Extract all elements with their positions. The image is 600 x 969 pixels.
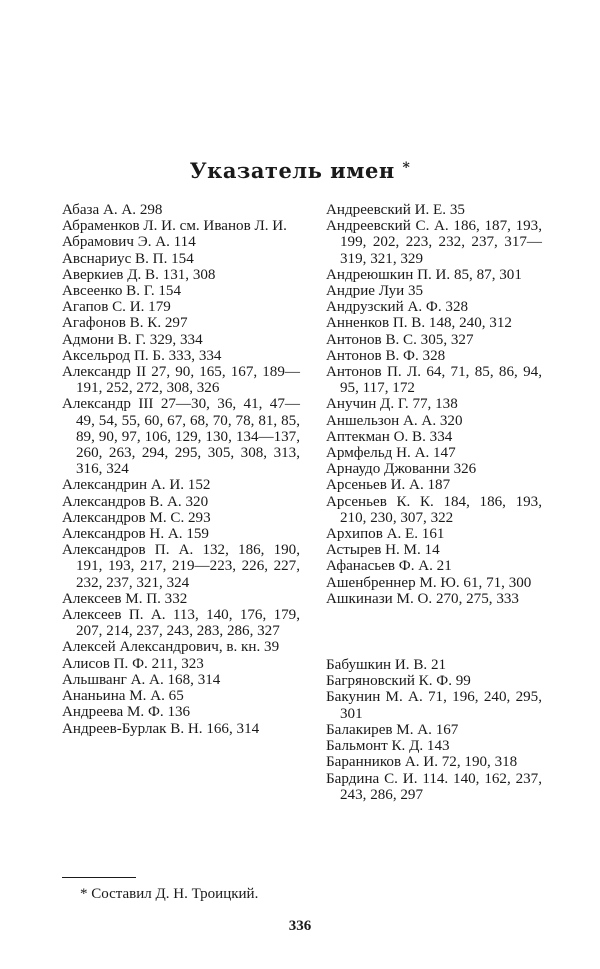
index-entry: Адмони В. Г. 329, 334	[62, 331, 203, 348]
index-entry: Алексеев П. А. 113, 140, 176, 179, 207, 214, 237, 243, 283, 286, 327	[62, 607, 300, 640]
index-entry: Авсеенко В. Г. 154	[62, 283, 182, 300]
index-entry: Бардина С. И. 114. 140, 162, 237, 243, 286, 297	[326, 770, 542, 803]
index-entry: Андреевский И. Е. 35	[326, 202, 465, 218]
index-column-right	[326, 202, 542, 803]
index-entry: Антонов В. Ф. 328	[326, 347, 446, 364]
index-entry: Антонов П. Л. 64, 71, 85, 86, 94, 95, 117, 172	[326, 364, 542, 397]
index-entry: Александр III 27—30, 36, 41, 47—49, 54, 55, 60, 67, 68, 70, 78, 81, 85, 89, 90, 97, 106, 129, 130, 134—137, 260, 263, 294, 295, 305, 308, 313, 316, 324	[62, 396, 300, 478]
index-entry: Балакирев М. А. 167	[326, 721, 459, 738]
index-entry: Багряновский К. Ф. 99	[326, 673, 471, 690]
index-entry: Александров П. А. 132, 186, 190, 191, 193, 217, 219—223, 226, 227, 232, 237, 321, 324	[62, 542, 300, 591]
index-entry: Аверкиев Д. В. 131, 308	[62, 266, 216, 283]
index-entry: Аншельзон А. А. 320	[326, 412, 463, 429]
index-entry: Армфельд Н. А. 147	[326, 445, 456, 462]
page-title	[0, 158, 600, 183]
index-entry: Анучин Д. Г. 77, 138	[326, 396, 458, 413]
index-entry: Ашкинази М. О. 270, 275, 333	[326, 590, 519, 607]
index-entry: Бакунин М. А. 71, 196, 240, 295, 301	[326, 689, 542, 722]
index-entry: Андреюшкин П. И. 85, 87, 301	[326, 266, 522, 283]
index-entry: Арсеньев И. А. 187	[326, 477, 451, 494]
index-entry: Бальмонт К. Д. 143	[326, 738, 450, 755]
index-entry: Александрин А. И. 152	[62, 477, 211, 494]
index-entry: Агафонов В. К. 297	[62, 315, 188, 332]
index-entry: Александров М. С. 293	[62, 509, 211, 526]
index-entry: Александр II 27, 90, 165, 167, 189—191, 252, 272, 308, 326	[62, 364, 300, 397]
index-entry: Архипов А. Е. 161	[326, 526, 445, 543]
index-entry: Баранников А. И. 72, 190, 318	[326, 754, 518, 771]
index-entry: Астырев Н. М. 14	[326, 542, 440, 559]
index-entry: Арсеньев К. К. 184, 186, 193, 210, 230, 307, 322	[326, 493, 542, 526]
index-entry: Альшванг А. А. 168, 314	[62, 671, 221, 688]
index-entry: Анненков П. В. 148, 240, 312	[326, 315, 512, 332]
footnote: * Составил Д. Н. Троицкий.	[80, 886, 259, 902]
index-entry: Аптекман О. В. 334	[326, 428, 453, 445]
index-entry: Абраменков Л. И. см. Иванов Л. И.	[62, 218, 287, 235]
index-entry: Алексей Александрович, в. кн. 39	[62, 639, 280, 656]
page-title-text: Указатель имен	[189, 158, 395, 183]
index-column-left	[62, 202, 300, 737]
index-group-b	[326, 657, 542, 803]
index-entry: Афанасьев Ф. А. 21	[326, 558, 452, 575]
index-entry: Андреев-Бурлак В. Н. 166, 314	[62, 720, 260, 737]
letter-gap	[326, 607, 542, 657]
index-entry: Андрие Луи 35	[326, 283, 424, 300]
page-number: 336	[288, 918, 312, 934]
index-entry: Авснариус В. П. 154	[62, 250, 194, 267]
index-group-a	[326, 202, 542, 607]
index-entry: Ашенбреннер М. Ю. 61, 71, 300	[326, 574, 532, 591]
index-entry: Андреевский С. А. 186, 187, 193, 199, 202, 223, 232, 237, 317—319, 321, 329	[326, 218, 542, 267]
index-entry: Бабушкин И. В. 21	[326, 657, 447, 674]
index-entry: Александров Н. А. 159	[62, 526, 209, 543]
index-entry: Агапов С. И. 179	[62, 299, 171, 316]
index-entry: Антонов В. С. 305, 327	[326, 331, 474, 348]
index-entry: Алексеев М. П. 332	[62, 590, 188, 607]
footnote-mark: *	[402, 160, 411, 176]
index-entry: Александров В. А. 320	[62, 493, 209, 510]
footnote-rule	[62, 877, 136, 878]
index-entry: Алисов П. Ф. 211, 323	[62, 655, 204, 672]
index-entry: Ананьина М. А. 65	[62, 688, 184, 705]
index-entry: Аксельрод П. Б. 333, 334	[62, 347, 222, 364]
index-entry: Арнаудо Джованни 326	[326, 461, 477, 478]
index-entry: Андрузский А. Ф. 328	[326, 299, 469, 316]
index-entry: Андреева М. Ф. 136	[62, 704, 191, 721]
index-entry: Абрамович Э. А. 114	[62, 234, 196, 251]
index-entry: Абаза А. А. 298	[62, 202, 163, 218]
